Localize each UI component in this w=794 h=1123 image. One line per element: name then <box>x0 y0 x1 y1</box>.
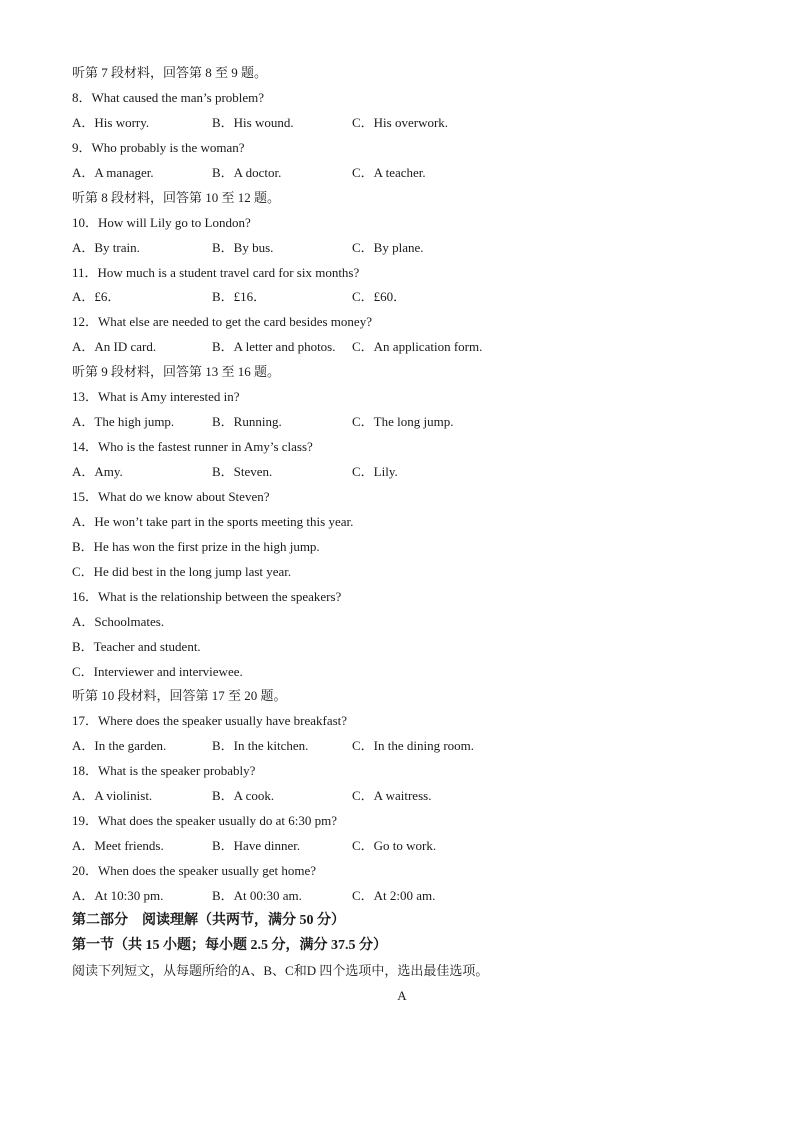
text-line-text: 18．What is the speaker probably? <box>72 763 256 779</box>
section-heading <box>72 934 732 959</box>
section-heading-text: 第二部分 阅读理解（共两节，满分 50 分） <box>72 912 345 928</box>
option-b: B．A doctor. <box>212 164 282 180</box>
section-heading <box>72 909 732 934</box>
text-line-text: A．Schoolmates. <box>72 613 165 629</box>
text-line <box>72 211 732 236</box>
option-b: B．Steven. <box>212 464 273 479</box>
option-a: A．His worry. <box>72 114 150 130</box>
options-row <box>72 335 732 360</box>
text-line-text: 14．Who is the fastest runner in Amy’s class? <box>72 439 313 455</box>
text-line <box>72 485 732 510</box>
option-c: C．Go to work. <box>352 838 437 854</box>
option-a: A．A manager. <box>72 164 154 180</box>
option-b: B．Running. <box>212 414 282 430</box>
option-b: B．At 00:30 am. <box>212 887 302 903</box>
section-heading-text: 第一节（共 15 小题；每小题 2.5 分，满分 37.5 分） <box>72 937 387 953</box>
text-line <box>72 385 732 410</box>
option-c: C．Lily. <box>352 464 398 479</box>
option-b: B．By bus. <box>212 239 274 255</box>
text-line <box>72 759 732 784</box>
options-row <box>72 734 732 759</box>
text-line <box>72 684 732 709</box>
text-line <box>72 585 732 610</box>
text-line <box>72 535 732 560</box>
text-line <box>72 86 732 111</box>
option-b: B．In the kitchen. <box>212 738 309 754</box>
text-line <box>72 660 732 685</box>
text-line-text: 阅读下列短文，从每题所给的A、B、C和D 四个选项中，选出最佳选项。 <box>72 962 489 978</box>
option-c: C．A waitress. <box>352 788 432 804</box>
text-line-text: 20．When does the speaker usually get home? <box>72 863 317 878</box>
option-a: A．By train. <box>72 239 140 255</box>
option-c: C．At 2:00 am. <box>352 887 436 903</box>
text-line-text: B．He has won the first prize in the high jump. <box>72 538 320 554</box>
text-line-text: 听第 10 段材料，回答第 17 至 20 题。 <box>72 688 287 704</box>
passage-label <box>72 984 732 1009</box>
text-line-text: 17．Where does the speaker usually have breakfast? <box>72 713 348 729</box>
option-a: A．At 10:30 pm. <box>72 887 164 903</box>
text-line-text: 11．How much is a student travel card for six months? <box>72 264 360 280</box>
text-line-text: C．Interviewer and interviewee. <box>72 663 243 679</box>
option-a: A．The high jump. <box>72 414 175 430</box>
option-b: B．A cook. <box>212 788 275 804</box>
text-line <box>72 435 732 460</box>
text-line-text: 9．Who probably is the woman? <box>72 139 245 155</box>
option-c: C．By plane. <box>352 239 424 255</box>
text-line <box>72 186 732 211</box>
text-line-text: 听第 8 段材料，回答第 10 至 12 题。 <box>72 189 281 205</box>
option-b: B．His wound. <box>212 114 294 130</box>
option-b: B．£16． <box>212 289 267 305</box>
passage-label-text: A <box>397 987 407 1003</box>
text-line-text: 听第 9 段材料，回答第 13 至 16 题。 <box>72 364 281 380</box>
option-a: A．£6． <box>72 289 121 305</box>
option-a: A．Meet friends. <box>72 838 164 854</box>
text-line-text: B．Teacher and student. <box>72 638 201 654</box>
text-line-text: 16．What is the relationship between the speakers? <box>72 588 342 604</box>
text-line <box>72 809 732 834</box>
options-row <box>72 460 732 485</box>
text-line-text: 19．What does the speaker usually do at 6:30 pm? <box>72 813 337 829</box>
text-line-text: 8．What caused the man’s problem? <box>72 89 265 105</box>
text-line-text: A．He won’t take part in the sports meeting this year. <box>72 513 354 529</box>
option-c: C．In the dining room. <box>352 738 475 754</box>
options-row <box>72 410 732 435</box>
text-line <box>72 261 732 286</box>
text-line <box>72 959 732 984</box>
text-line <box>72 859 732 884</box>
text-line <box>72 635 732 660</box>
text-line <box>72 510 732 535</box>
text-line-text: 听第 7 段材料，回答第 8 至 9 题。 <box>72 65 268 80</box>
options-row <box>72 161 732 186</box>
text-line <box>72 310 732 335</box>
options-row <box>72 834 732 859</box>
option-a: A．An ID card. <box>72 339 157 355</box>
option-c: C．An application form. <box>352 339 483 355</box>
options-row <box>72 111 732 136</box>
text-line-text: C．He did best in the long jump last year. <box>72 563 292 579</box>
options-row <box>72 236 732 261</box>
text-line-text: 10．How will Lily go to London? <box>72 214 251 230</box>
text-line <box>72 709 732 734</box>
options-row <box>72 884 732 909</box>
text-line <box>72 360 732 385</box>
option-c: C．A teacher. <box>352 164 426 180</box>
option-c: C．The long jump. <box>352 414 454 430</box>
exam-page <box>72 61 732 1009</box>
text-line <box>72 61 732 86</box>
text-line-text: 13．What is Amy interested in? <box>72 389 240 405</box>
option-b: B．A letter and photos. <box>212 339 336 355</box>
text-line <box>72 610 732 635</box>
options-row <box>72 784 732 809</box>
option-a: A．In the garden. <box>72 738 167 754</box>
options-row <box>72 285 732 310</box>
option-b: B．Have dinner. <box>212 838 301 854</box>
option-a: A．Amy. <box>72 464 123 479</box>
text-line <box>72 136 732 161</box>
text-line <box>72 560 732 585</box>
option-c: C．£60． <box>352 289 407 305</box>
option-a: A．A violinist. <box>72 788 153 804</box>
option-c: C．His overwork. <box>352 114 449 130</box>
text-line-text: 12．What else are needed to get the card besides money? <box>72 314 372 330</box>
text-line-text: 15．What do we know about Steven? <box>72 488 270 504</box>
